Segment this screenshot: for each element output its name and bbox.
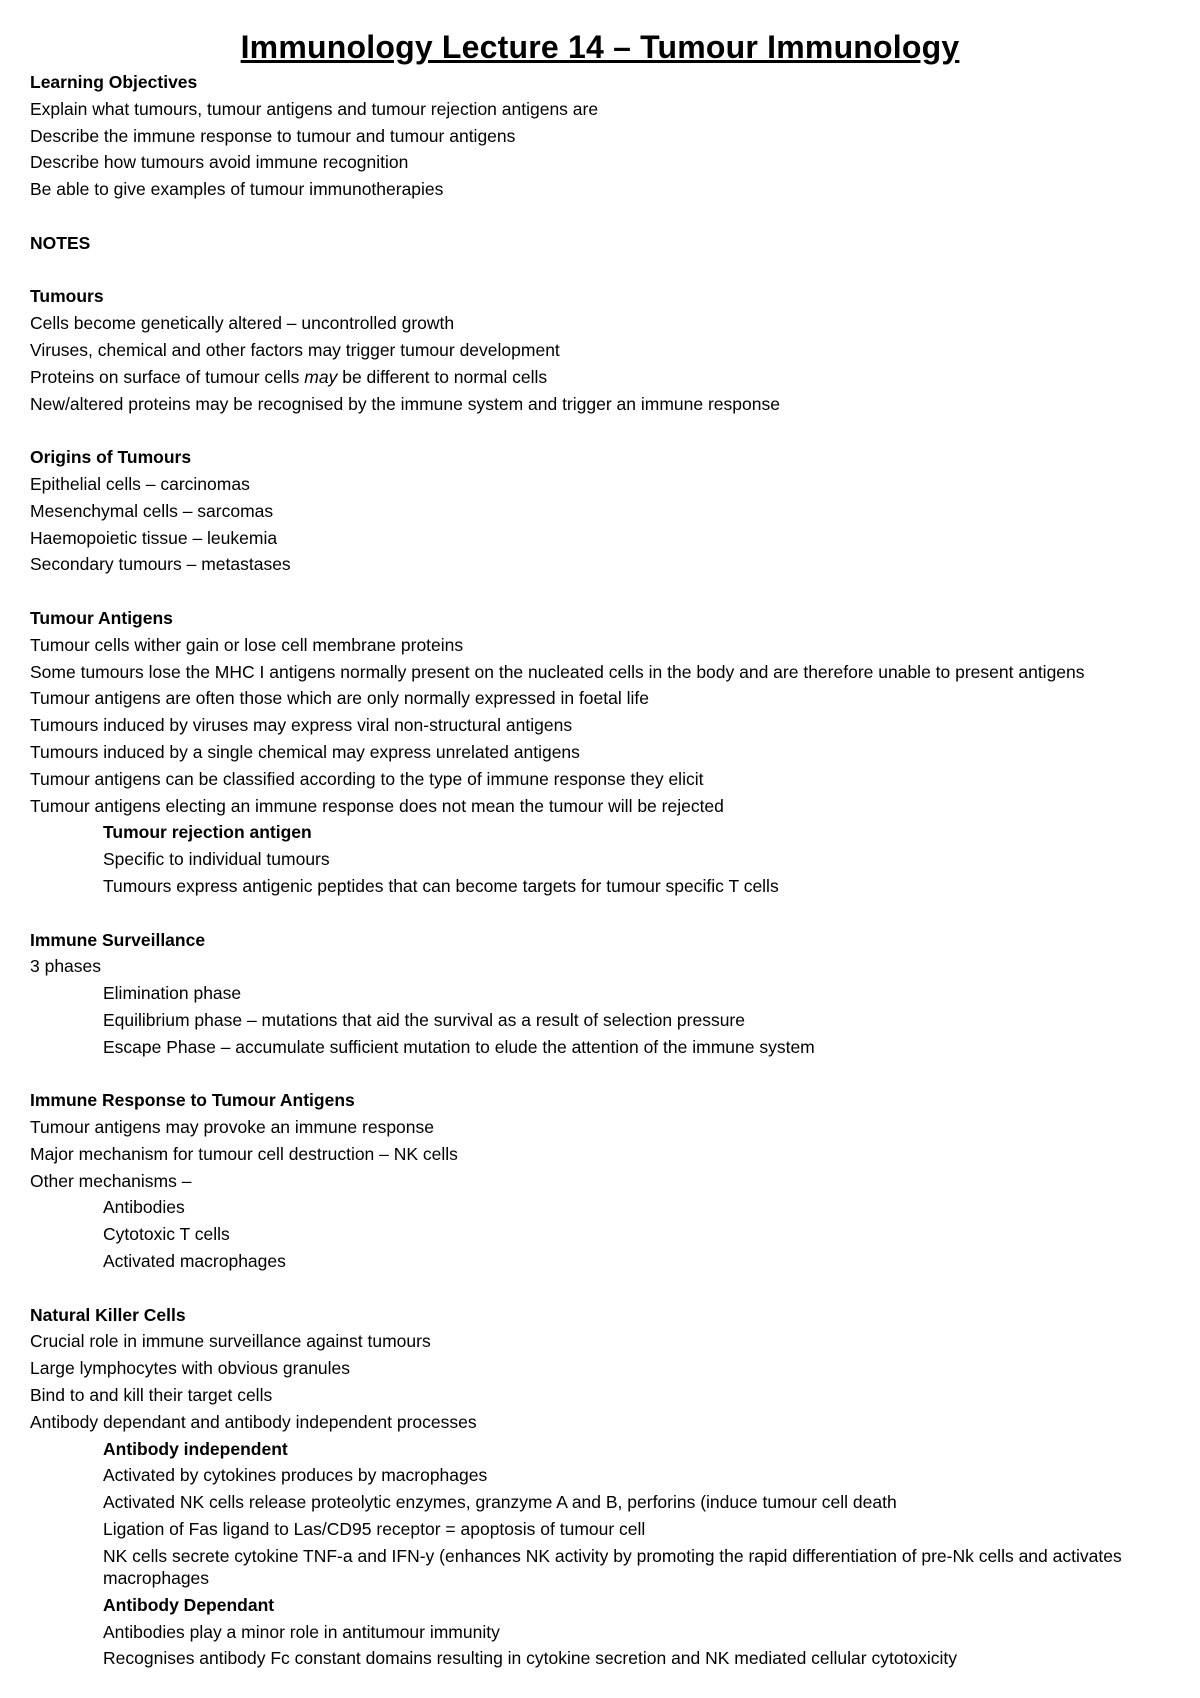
surface-text-after: be different to normal cells: [337, 366, 548, 387]
nk-item: Crucial role in immune surveillance against tumours: [30, 1331, 431, 1352]
mechanism-item: Antibodies: [103, 1197, 185, 1218]
immune-response-item: Other mechanisms –: [30, 1170, 192, 1191]
objective-item: Explain what tumours, tumour antigens and tumour rejection antigens are: [30, 98, 599, 119]
objective-item: Describe how tumours avoid immune recognition: [30, 152, 409, 173]
origin-item: Epithelial cells – carcinomas: [30, 473, 250, 494]
learning-objectives-heading: Learning Objectives: [30, 72, 198, 92]
antibody-dependant-item: Antibodies play a minor role in antitumour immunity: [103, 1621, 500, 1642]
antibody-independent-item: Activated NK cells release proteolytic enzymes, granzyme A and B, perforins (induce tumour cell death: [103, 1492, 897, 1513]
surveillance-phase: Equilibrium phase – mutations that aid the survival as a result of selection pressure: [103, 1009, 745, 1030]
immune-surveillance-heading: Immune Surveillance: [30, 929, 206, 950]
antibody-independent-item: Ligation of Fas ligand to Las/CD95 receptor = apoptosis of tumour cell: [103, 1519, 646, 1540]
tumour-antigens-heading: Tumour Antigens: [30, 607, 173, 628]
tumours-line: New/altered proteins may be recognised by the immune system and trigger an immune response: [30, 393, 780, 414]
nk-item: Large lymphocytes with obvious granules: [30, 1358, 351, 1379]
antibody-dependant-heading: Antibody Dependant: [103, 1594, 275, 1615]
immune-response-item: Major mechanism for tumour cell destruction – NK cells: [30, 1143, 458, 1164]
origin-item: Haemopoietic tissue – leukemia: [30, 527, 278, 548]
surveillance-phase: Elimination phase: [103, 983, 242, 1004]
antigen-item: Tumour cells wither gain or lose cell membrane proteins: [30, 634, 464, 655]
antibody-independent-item: Activated by cytokines produces by macrophages: [103, 1465, 488, 1486]
spacer: [30, 417, 1180, 444]
antigen-item: Tumour antigens are often those which are only normally expressed in foetal life: [30, 688, 649, 709]
page-title: Immunology Lecture 14 – Tumour Immunology: [240, 29, 960, 65]
immune-response-item: Tumour antigens may provoke an immune response: [30, 1117, 434, 1138]
tumours-line: Cells become genetically altered – uncontrolled growth: [30, 313, 455, 334]
mechanism-item: Cytotoxic T cells: [103, 1224, 230, 1245]
antigen-item: Tumour antigens electing an immune response does not mean the tumour will be rejected: [30, 795, 724, 816]
rejection-antigen-item: Specific to individual tumours: [103, 849, 330, 870]
rejection-antigen-item: Tumours express antigenic peptides that can become targets for tumour specific T cells: [103, 875, 779, 896]
objective-item: Describe the immune response to tumour and tumour antigens: [30, 125, 516, 146]
document-body: [30, 69, 1180, 1672]
spacer: [30, 257, 1180, 284]
spacer: [30, 1060, 1180, 1087]
antigen-item: Tumours induced by viruses may express viral non-structural antigens: [30, 715, 573, 736]
immune-response-heading: Immune Response to Tumour Antigens: [30, 1090, 355, 1111]
spacer: [30, 203, 1180, 230]
spacer: [30, 578, 1180, 605]
origin-item: Secondary tumours – metastases: [30, 554, 291, 575]
antibody-independent-item: NK cells secrete cytokine TNF-a and IFN-y (enhances NK activity by promoting the rapid differentiation of pre-Nk cells and activates macrophages: [103, 1545, 1122, 1588]
tumours-surface-line: [30, 364, 1180, 391]
spacer: [30, 900, 1180, 927]
nk-item: Bind to and kill their target cells: [30, 1385, 273, 1406]
surface-text-emphasis: may: [304, 366, 338, 387]
nk-item: Antibody dependant and antibody independent processes: [30, 1411, 477, 1432]
origin-item: Mesenchymal cells – sarcomas: [30, 500, 274, 521]
spacer: [30, 1275, 1180, 1302]
antibody-independent-heading: Antibody independent: [103, 1438, 288, 1459]
antibody-dependant-item: Recognises antibody Fc constant domains resulting in cytokine secretion and NK mediated cellular cytotoxicity: [103, 1648, 958, 1669]
surveillance-phase: Escape Phase – accumulate sufficient mutation to elude the attention of the immune system: [103, 1036, 815, 1057]
surveillance-intro: 3 phases: [30, 956, 102, 977]
nk-cells-heading: Natural Killer Cells: [30, 1304, 186, 1325]
tumours-heading: Tumours: [30, 286, 104, 307]
antigen-item: Some tumours lose the MHC I antigens normally present on the nucleated cells in the body and are therefore unable to present antigens: [30, 661, 1085, 682]
antigen-item: Tumour antigens can be classified according to the type of immune response they elicit: [30, 768, 704, 789]
antigen-item: Tumours induced by a single chemical may express unrelated antigens: [30, 741, 580, 762]
surface-text-before: Proteins on surface of tumour cells: [30, 366, 305, 387]
mechanism-item: Activated macrophages: [103, 1251, 286, 1272]
tumours-line: Viruses, chemical and other factors may trigger tumour development: [30, 339, 560, 360]
objective-item: Be able to give examples of tumour immunotherapies: [30, 179, 444, 200]
notes-heading: NOTES: [30, 232, 91, 253]
tumour-rejection-antigen-heading: Tumour rejection antigen: [103, 822, 312, 843]
origins-heading: Origins of Tumours: [30, 447, 192, 468]
